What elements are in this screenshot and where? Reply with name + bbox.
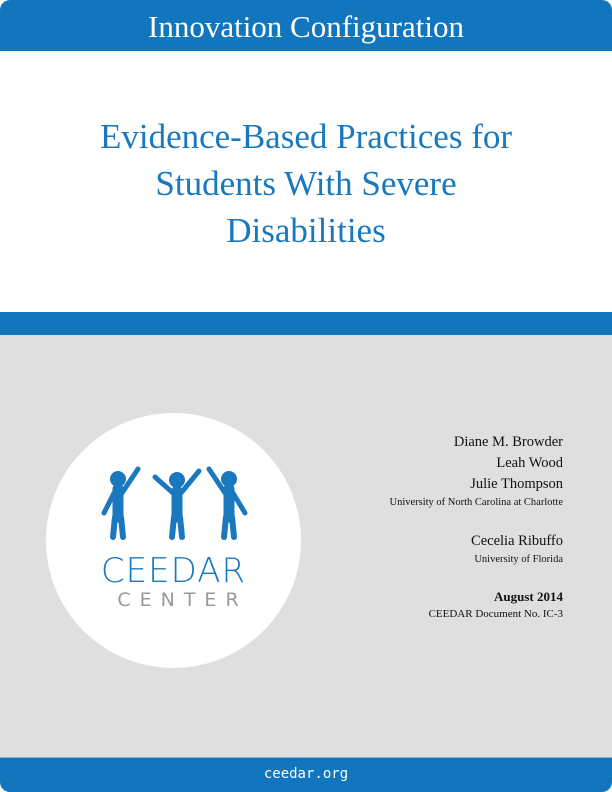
title-line: Evidence-Based Practices for xyxy=(99,117,513,156)
document-number: CEEDAR Document No. IC-3 xyxy=(428,608,563,620)
author-name: Leah Wood xyxy=(496,455,563,471)
divider-stripe xyxy=(0,312,612,335)
series-title: Innovation Configuration xyxy=(148,9,464,44)
title-line: Disabilities xyxy=(226,211,386,250)
publication-date: August 2014 xyxy=(494,589,563,604)
author-name: Cecelia Ribuffo xyxy=(471,533,563,549)
footer-bar xyxy=(0,757,612,792)
people-icon xyxy=(46,413,301,553)
ceedar-logo xyxy=(46,413,301,668)
author-block xyxy=(389,432,563,622)
author-affiliation: University of North Carolina at Charlotte xyxy=(389,497,563,508)
header-bar xyxy=(0,0,612,51)
logo-text-center: CENTER xyxy=(117,589,248,611)
website-link[interactable]: ceedar.org xyxy=(263,766,349,782)
author-name: Diane M. Browder xyxy=(453,434,563,450)
title-line: Students With Severe xyxy=(155,164,457,203)
document-title xyxy=(40,113,572,254)
author-name: Julie Thompson xyxy=(470,476,563,492)
logo-text-ceedar: CEEDAR xyxy=(100,551,247,591)
author-affiliation: University of Florida xyxy=(474,554,563,565)
